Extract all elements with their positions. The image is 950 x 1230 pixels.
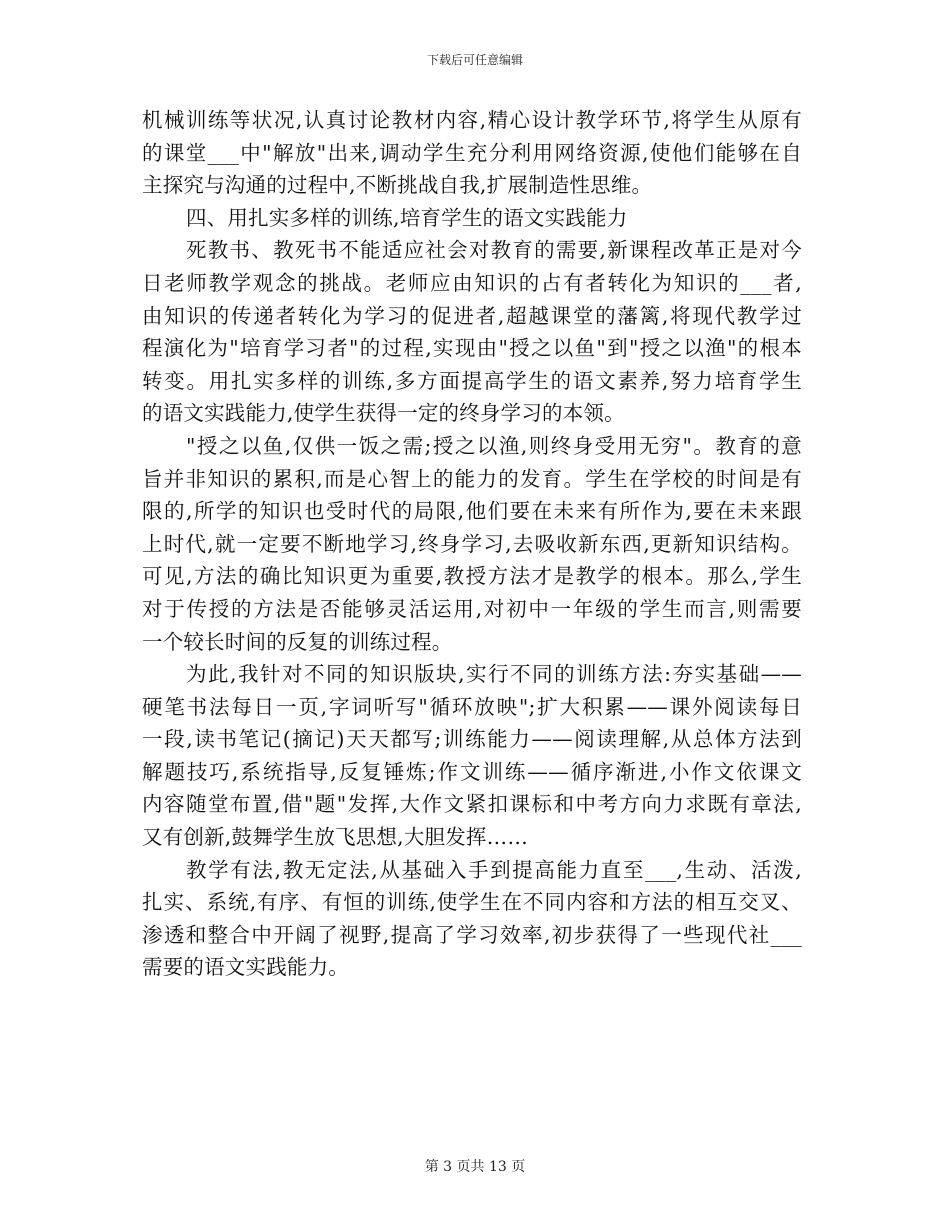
text-line: 教学有法,教无定法,从基础入手到提高能力直至___,生动、活泼, (186, 857, 802, 882)
text-line: 的课堂___中"解放"出来,调动学生充分利用网络资源,使他们能够在自 (142, 140, 802, 165)
text-line: 转变。用扎实多样的训练,多方面提高学生的语文素养,努力培育学生 (142, 368, 802, 393)
text-line: 机械训练等状况,认真讨论教材内容,精心设计教学环节,将学生从原有 (142, 108, 802, 132)
text-line: "授之以鱼,仅供一饭之需;授之以渔,则终身受用无穷"。教育的意 (186, 433, 802, 458)
text-line: 一段,读书笔记(摘记)天天都写;训练能力——阅读理解,从总体方法到 (142, 727, 802, 752)
text-line: 的语文实践能力,使学生获得一定的终身学习的本领。 (142, 401, 625, 426)
text-line: 对于传授的方法是否能够灵活运用,对初中一年级的学生而言,则需要 (142, 596, 802, 621)
text-line: 程演化为"培育学习者"的过程,实现由"授之以鱼"到"授之以渔"的根本 (142, 336, 802, 361)
text-line: 内容随堂布置,借"题"发挥,大作文紧扣课标和中考方向力求既有章法, (142, 792, 802, 817)
text-line: 主探究与沟通的过程中,不断挑战自我,扩展制造性思维。 (142, 173, 653, 198)
text-line: 由知识的传递者转化为学习的促进者,超越课堂的藩篱,将现代教学过 (142, 303, 802, 328)
text-line: 四、用扎实多样的训练,培育学生的语文实践能力 (186, 205, 628, 230)
page-header: 下载后可任意编辑 (426, 53, 523, 67)
text-line: 可见,方法的确比知识更为重要,教授方法才是教学的根本。那么,学生 (142, 564, 802, 589)
text-line: 一个较长时间的反复的训练过程。 (142, 629, 453, 654)
text-line: 为此,我针对不同的知识版块,实行不同的训练方法:夯实基础—— (186, 662, 802, 687)
text-line: 硬笔书法每日一页,字词听写"循环放映";扩大积累——课外阅读每日 (142, 694, 802, 719)
text-line: 旨并非知识的累积,而是心智上的能力的发育。学生在学校的时间是有 (142, 466, 802, 491)
text-line: 死教书、教死书不能适应社会对教育的需要,新课程改革正是对今 (186, 238, 802, 263)
text-line: 需要的语文实践能力。 (142, 955, 349, 980)
text-line: 日老师教学观念的挑战。老师应由知识的占有者转化为知识的___者, (142, 270, 802, 295)
text-line: 上时代,就一定要不断地学习,终身学习,去吸收新东西,更新知识结构。 (142, 531, 802, 556)
document-body (142, 104, 802, 984)
text-line: 又有创新,鼓舞学生放飞思想,大胆发挥…… (142, 825, 529, 850)
page-footer: 第 3 页共 13 页 (424, 1159, 526, 1175)
text-line: 扎实、系统,有序、有恒的训练,使学生在不同内容和方法的相互交叉、 (142, 890, 802, 915)
text-line: 限的,所学的知识也受时代的局限,他们要在未来有所作为,要在未来跟 (142, 499, 802, 524)
text-line: 渗透和整合中开阔了视野,提高了学习效率,初步获得了一些现代社___ (142, 922, 802, 947)
text-line: 解题技巧,系统指导,反复锤炼;作文训练——循序渐进,小作文依课文 (142, 759, 802, 784)
